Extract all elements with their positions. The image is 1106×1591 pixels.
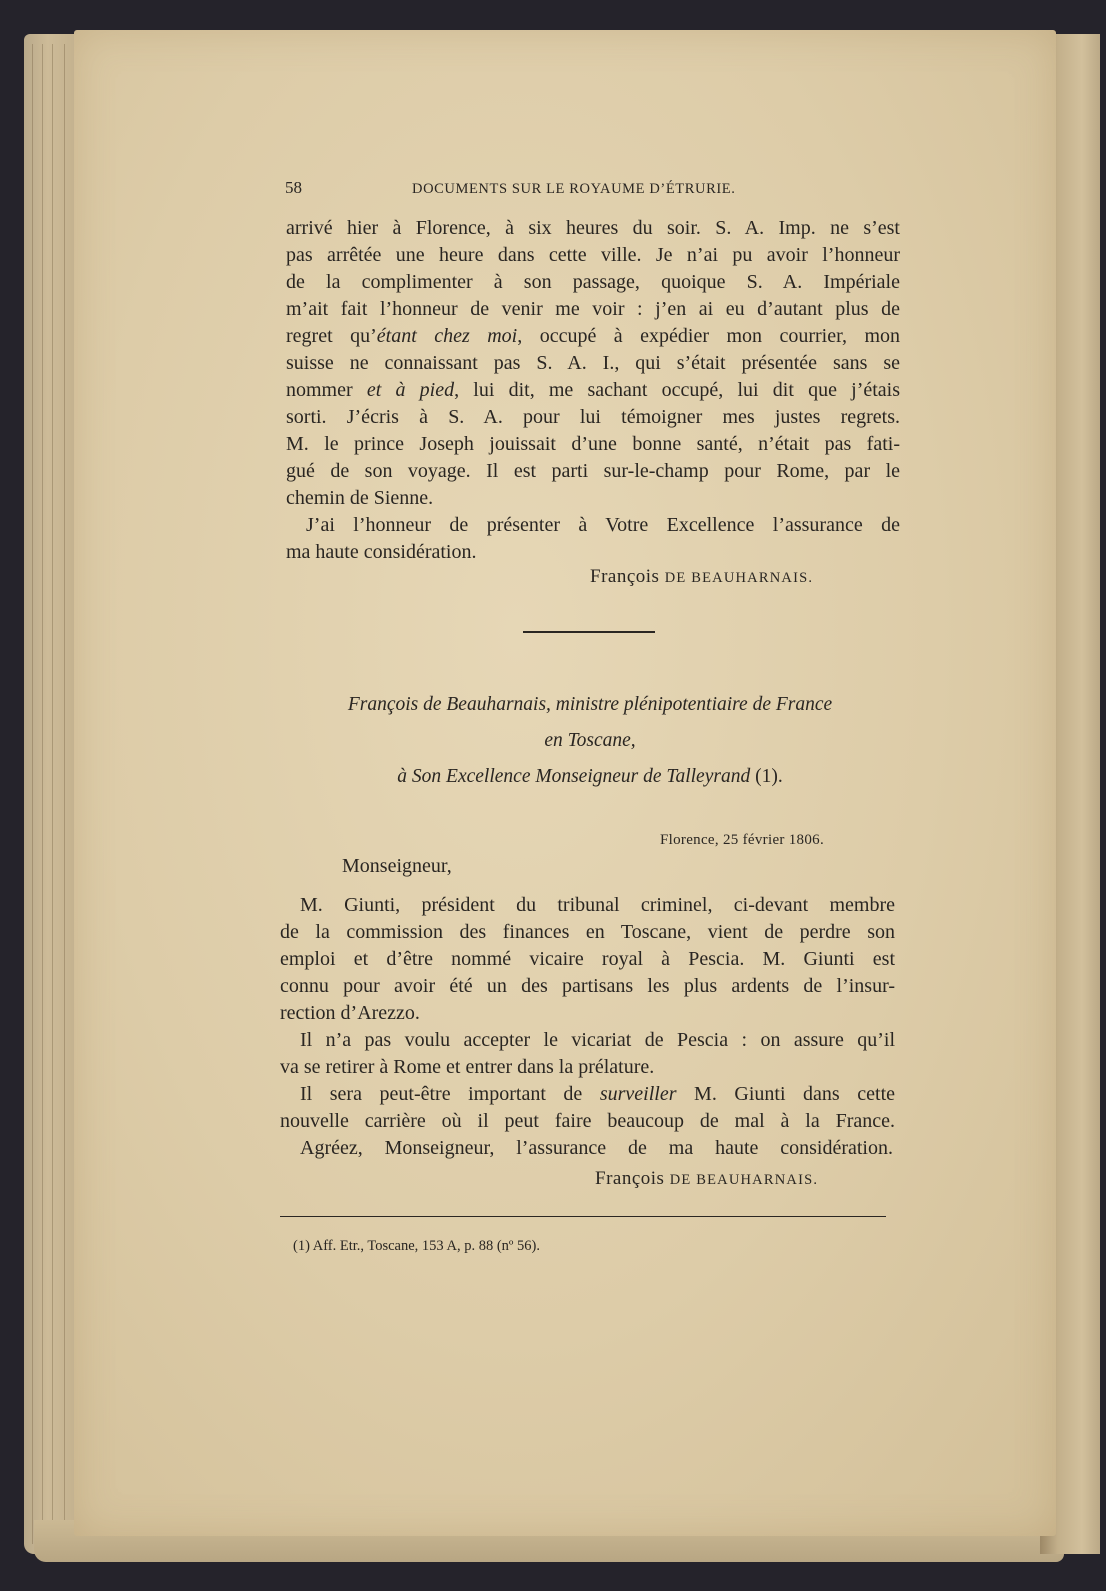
text-line: nommer et à pied, lui dit, me sachant occupé, lui dit que j’étais [286, 379, 901, 401]
text-line: de la complimenter à son passage, quoique S. A. Impériale [286, 271, 900, 293]
text-line: pas arrêtée une heure dans cette ville. Je n’ai pu avoir l’honneur [286, 244, 900, 266]
salutation: Monseigneur, [342, 855, 452, 877]
text-line: regret qu’étant chez moi, occupé à expédier mon courrier, mon [286, 325, 900, 347]
text-line: connu pour avoir été un des partisans les plus ardents de l’insur- [280, 975, 895, 997]
page-number: 58 [285, 178, 302, 197]
text-line: va se retirer à Rome et entrer dans la prélature. [280, 1056, 655, 1078]
text-line: J’ai l’honneur de présenter à Votre Excellence l’assurance de [306, 514, 900, 536]
text-line: de la commission des finances en Toscane, vient de perdre son [280, 921, 895, 943]
dateline: Florence, 25 février 1806. [660, 832, 824, 848]
text-line: chemin de Sienne. [286, 487, 434, 509]
text-line: Il sera peut-être important de surveiller M. Giunti dans cette [300, 1083, 895, 1105]
text-line: emploi et d’être nommé vicaire royal à Pescia. M. Giunti est [280, 948, 895, 970]
text-line: sorti. J’écris à S. A. pour lui témoigner mes justes regrets. [286, 406, 900, 428]
text-line: nouvelle carrière où il peut faire beaucoup de mal à la France. [280, 1110, 895, 1132]
section-divider [523, 631, 655, 633]
letter-heading: François de Beauharnais, ministre plénipotentiaire de France [347, 694, 833, 715]
letter-heading: à Son Excellence Monseigneur de Talleyrand (1). [397, 766, 783, 787]
text-line: ma haute considération. [286, 541, 477, 563]
text-line: gué de son voyage. Il est parti sur-le-champ pour Rome, par le [286, 460, 900, 482]
footnote-rule [280, 1216, 886, 1217]
letter-heading: en Toscane, [544, 730, 636, 751]
running-title: DOCUMENTS SUR LE ROYAUME D’ÉTRURIE. [412, 181, 736, 197]
footnote: (1) Aff. Etr., Toscane, 153 A, p. 88 (nº 56). [293, 1238, 540, 1254]
text-line: M. Giunti, président du tribunal criminel, ci-devant membre [300, 894, 895, 916]
text-line: arrivé hier à Florence, à six heures du soir. S. A. Imp. ne s’est [286, 217, 900, 239]
text-line: rection d’Arezzo. [280, 1002, 420, 1024]
text-line: M. le prince Joseph jouissait d’une bonne santé, n’était pas fati- [286, 433, 900, 455]
text-line: Agréez, Monseigneur, l’assurance de ma haute considération. [300, 1137, 893, 1159]
signature: François DE BEAUHARNAIS. [590, 566, 814, 587]
text-line: Il n’a pas voulu accepter le vicariat de Pescia : on assure qu’il [300, 1029, 895, 1051]
signature: François DE BEAUHARNAIS. [595, 1168, 819, 1189]
text-line: suisse ne connaissant pas S. A. I., qui s’était présentée sans se [286, 352, 900, 374]
text-line: m’ait fait l’honneur de venir me voir : j’en ai eu d’autant plus de [286, 298, 900, 320]
